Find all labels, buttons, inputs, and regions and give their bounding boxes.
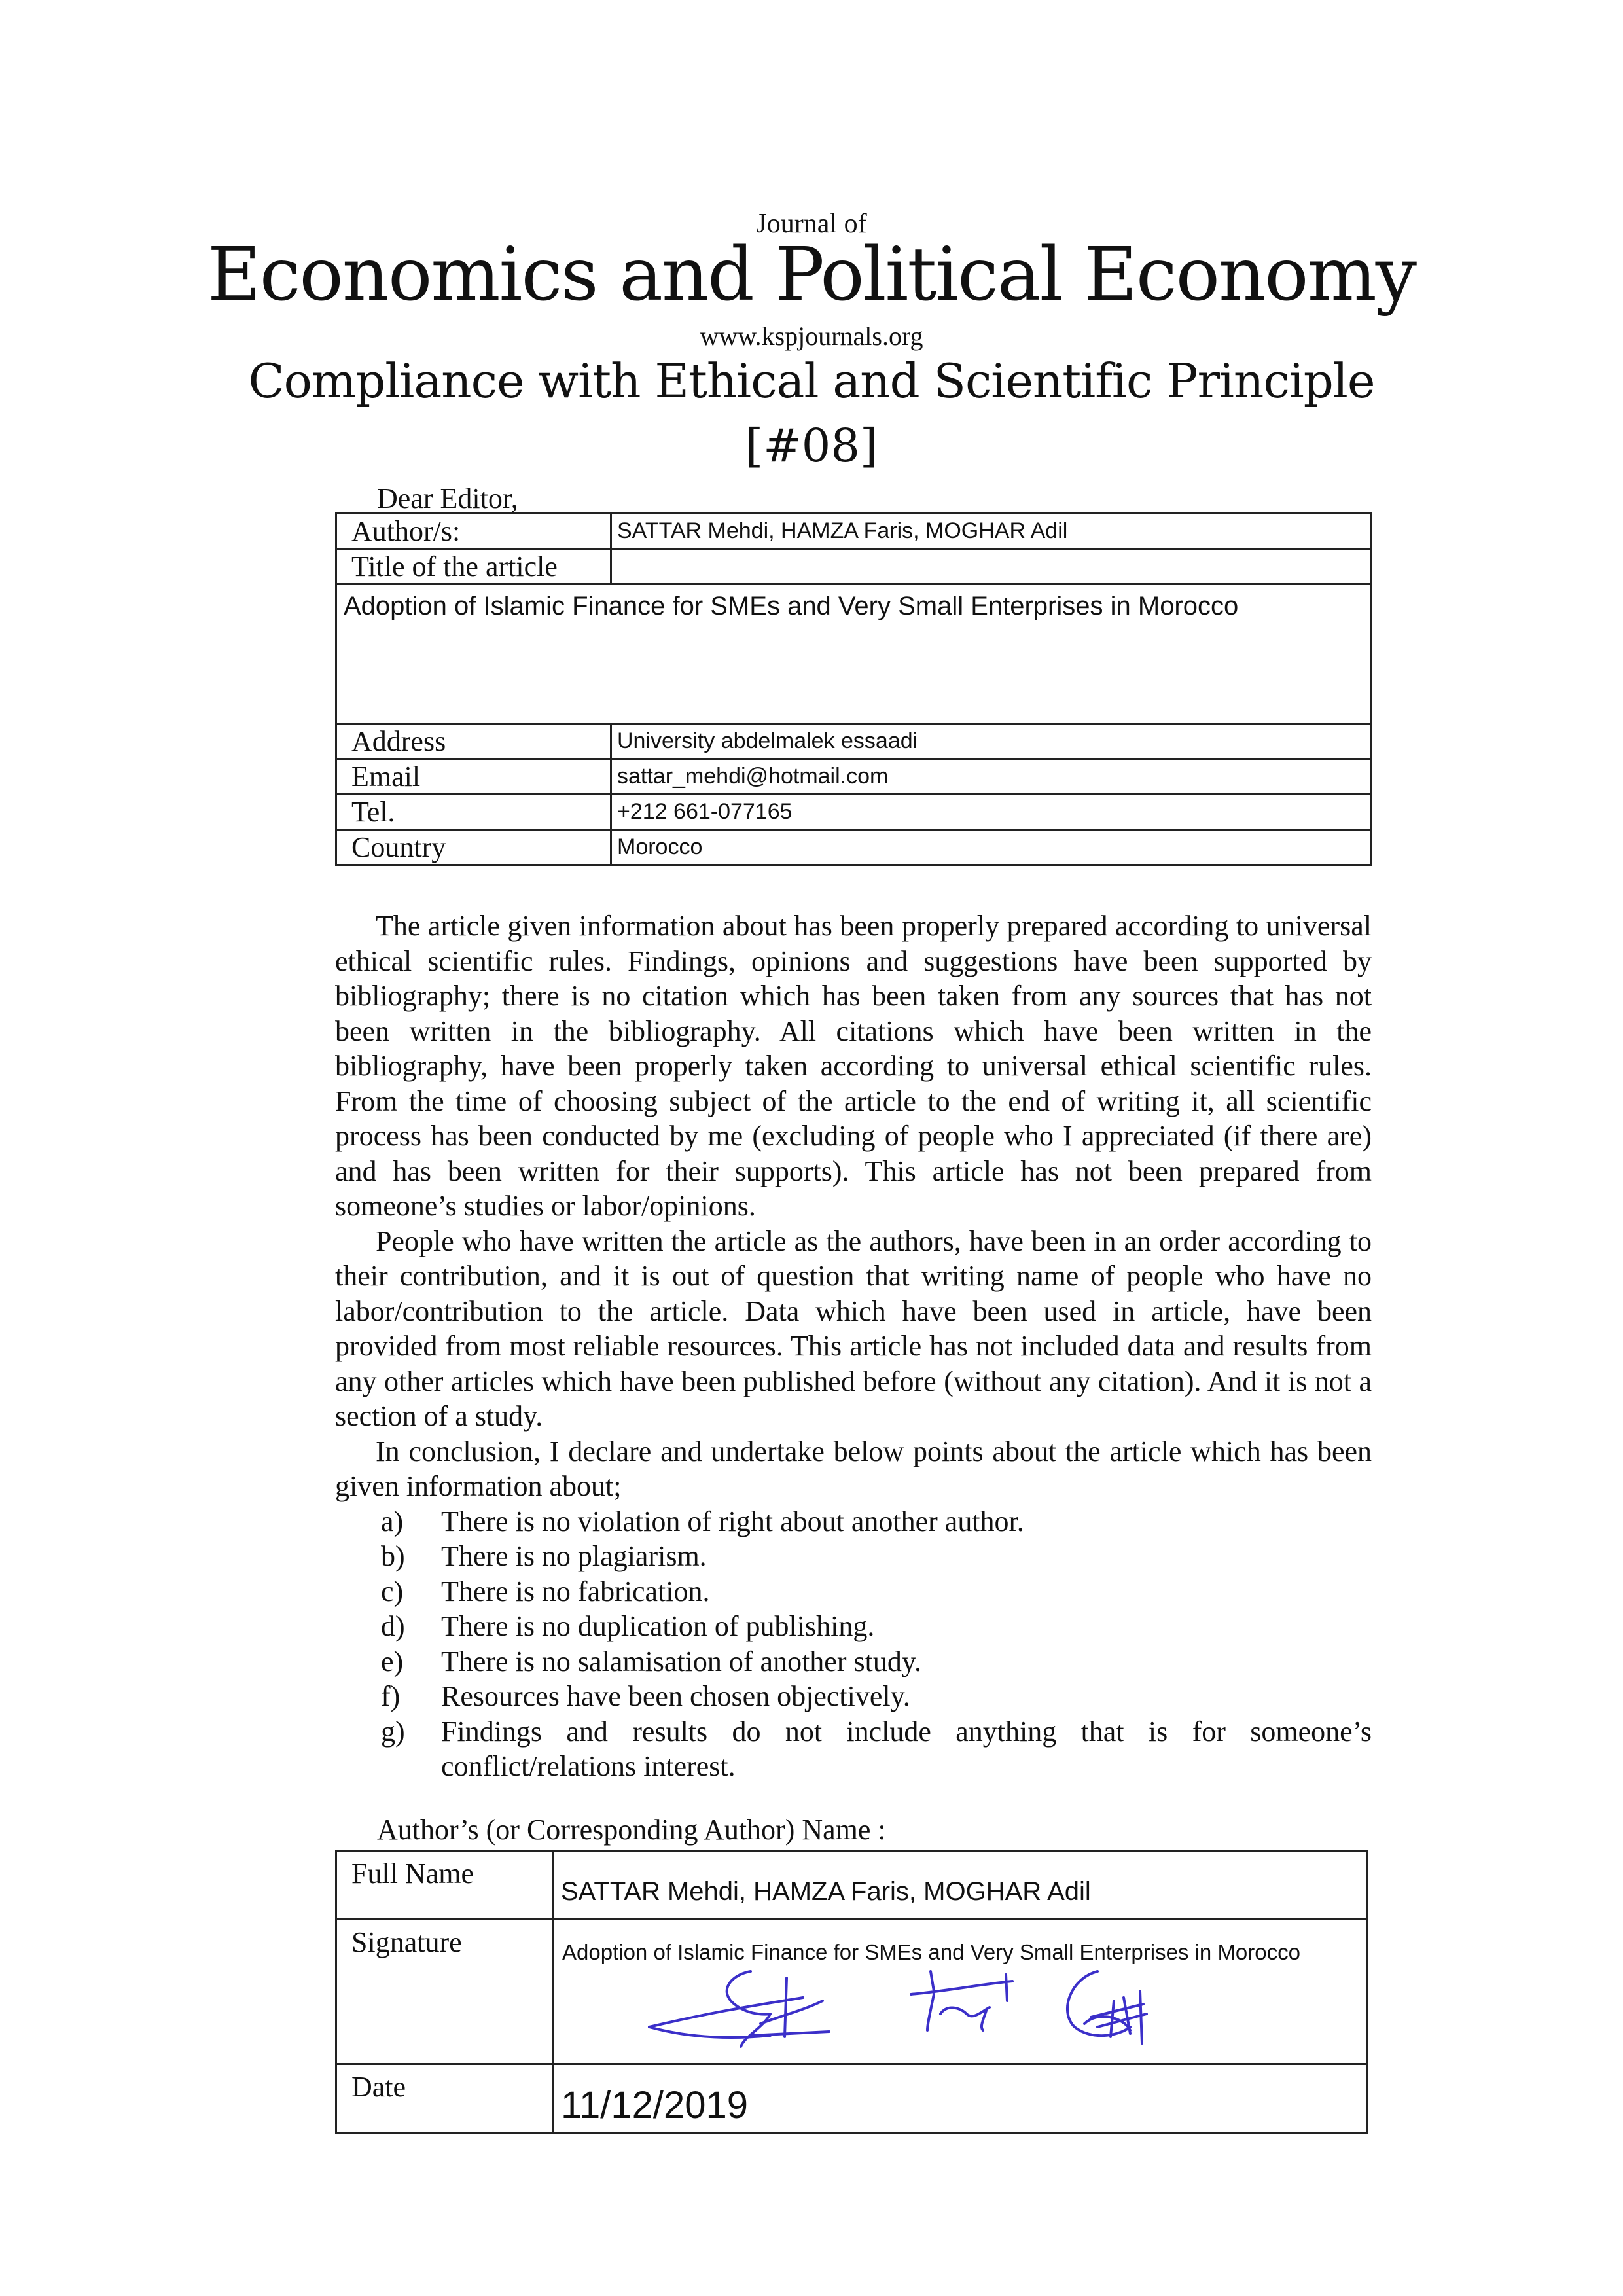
article-title: Adoption of Islamic Finance for SMEs and Very Small Enterprises in Morocco [336,584,1371,724]
date-label: Date [336,2064,554,2133]
title-empty-cell [611,549,1371,584]
address-value: University abdelmalek essaadi [611,724,1371,759]
fullname-row [336,1851,1367,1920]
list-item [335,1504,1372,1539]
fullname-value: SATTAR Mehdi, HAMZA Faris, MOGHAR Adil [554,1851,1367,1920]
list-item [335,1679,1372,1714]
list-text: There is no plagiarism. [441,1540,707,1572]
salutation: Dear Editor, [377,482,518,514]
address-row [336,724,1371,759]
signature-row [336,1920,1367,2064]
list-letter: f) [381,1680,401,1712]
list-text: There is no violation of right about another author. [441,1505,1024,1537]
tel-row [336,795,1371,830]
paragraph-2: People who have written the article as the authors, have been in an order according to their contribution, and it is out of question that writing name of people who have no labor/contribution to the article. Data which have been used in article, have been provided from most reliable resources. This article has not included data and results from any other articles which have been published before (without any citation). And it is not a section of a study. [335,1225,1372,1432]
email-value: sattar_mehdi@hotmail.com [611,759,1371,795]
list-item [335,1644,1372,1679]
list-letter: e) [381,1645,404,1677]
authors-value: SATTAR Mehdi, HAMZA Faris, MOGHAR Adil [611,514,1371,549]
country-value: Morocco [611,830,1371,865]
journal-name: Economics and Political Economy [207,232,1416,317]
authors-label: Author/s: [336,514,611,549]
list-text: There is no duplication of publishing. [441,1610,875,1642]
fullname-label: Full Name [336,1851,554,1920]
signature-caption: Author’s (or Corresponding Author) Name : [377,1814,886,1846]
list-item [335,1539,1372,1574]
list-item [335,1574,1372,1609]
tel-label: Tel. [336,795,611,830]
title-label: Title of the article [336,549,611,584]
journal-prefix: Journal of [756,209,867,239]
paragraph-3: In conclusion, I declare and undertake below points about the article which has been given information about; [335,1435,1372,1502]
declaration-body [335,908,1372,1784]
list-text: Findings and results do not include anything that is for someone’s conflict/relations interest. [441,1715,1372,1782]
signature-article-title: Adoption of Islamic Finance for SMEs and Very Small Enterprises in Morocco [562,1940,1300,1964]
date-value: 11/12/2019 [554,2064,1367,2133]
declaration-points [335,1504,1372,1784]
form-title: Compliance with Ethical and Scientific Principle [248,353,1375,408]
email-label: Email [336,759,611,795]
signature-label: Signature [336,1920,554,2064]
list-text: There is no fabrication. [441,1575,710,1607]
signature-table [335,1850,1368,2134]
title-label-row [336,549,1371,584]
country-label: Country [336,830,611,865]
tel-value: +212 661-077165 [611,795,1371,830]
list-text: There is no salamisation of another study. [441,1645,921,1677]
list-letter: d) [381,1610,405,1642]
list-item [335,1609,1372,1644]
title-row [336,584,1371,724]
date-row [336,2064,1367,2133]
list-item [335,1714,1372,1784]
signature-cell [554,1920,1367,2064]
list-text: Resources have been chosen objectively. [441,1680,910,1712]
handwritten-signatures-icon [554,1965,1366,2063]
journal-url: www.kspjournals.org [700,321,923,351]
address-label: Address [336,724,611,759]
paragraph-1: The article given information about has been properly prepared according to universal ethical scientific rules. Findings, opinions and suggestions have been supported by bibliography; there is no citation which has been taken from any sources that has not been written in the bibliography. All citations which have been written in the bibliography, have been properly taken according to universal ethical scientific rules. From the time of choosing subject of the article to the end of writing it, all scientific process has been conducted by me (excluding of people who I appreciated (if there are) and has been written for their supports). This article has not been prepared from someone’s studies or labor/opinions. [335,910,1372,1222]
form-number: [#08] [745,419,878,473]
list-letter: c) [381,1575,404,1607]
list-letter: b) [381,1540,405,1572]
authors-row [336,514,1371,549]
list-letter: g) [381,1715,405,1748]
country-row [336,830,1371,865]
list-letter: a) [381,1505,404,1537]
email-row [336,759,1371,795]
article-info-table [335,512,1372,866]
